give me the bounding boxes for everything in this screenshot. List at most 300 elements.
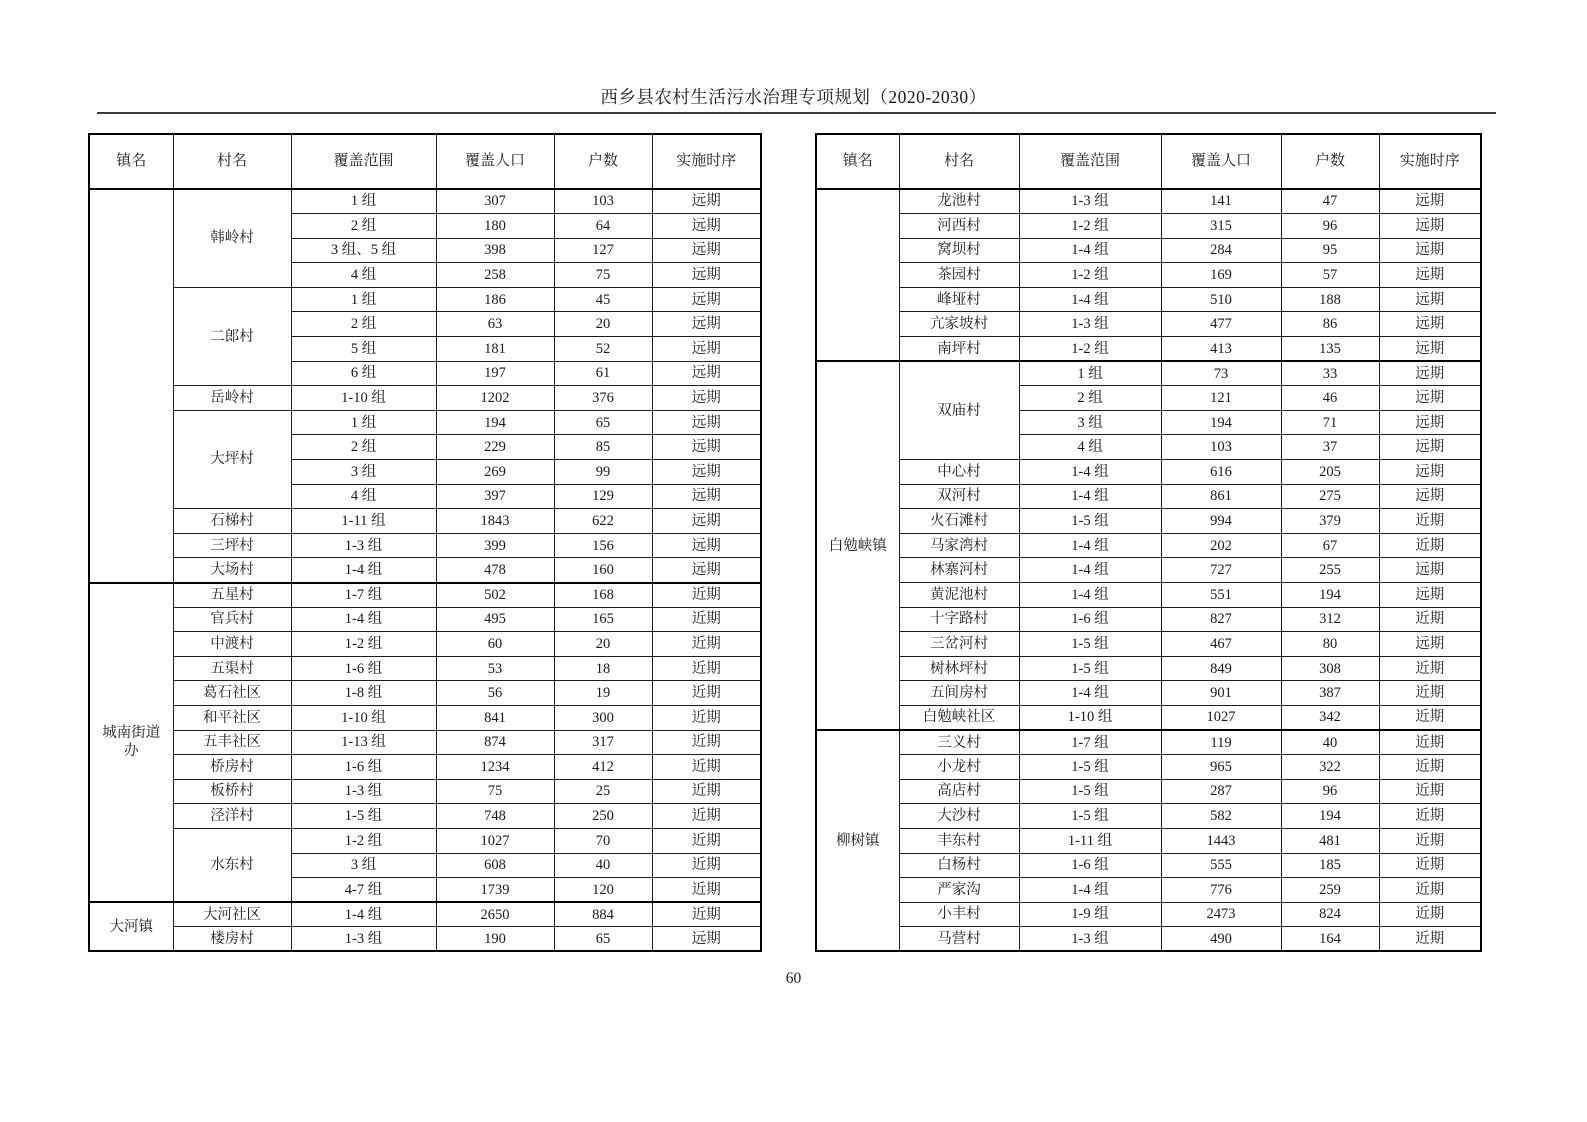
timing-cell: 远期 [652,189,761,214]
village-cell: 马家湾村 [899,533,1019,558]
timing-cell: 近期 [1379,902,1481,927]
coverage-cell: 1 组 [291,189,436,214]
population-cell: 849 [1161,656,1281,681]
village-cell: 石梯村 [173,509,291,534]
village-cell: 窝坝村 [899,238,1019,263]
table-row [89,681,761,706]
households-cell: 20 [554,312,652,337]
population-cell: 582 [1161,804,1281,829]
town-cell [816,189,899,361]
coverage-cell: 1-3 组 [1019,189,1161,214]
timing-cell: 近期 [1379,853,1481,878]
population-cell: 2473 [1161,902,1281,927]
timing-cell: 远期 [652,558,761,583]
population-cell: 776 [1161,878,1281,903]
timing-cell: 远期 [652,214,761,239]
timing-cell: 远期 [1379,263,1481,288]
village-cell: 韩岭村 [173,189,291,287]
table-row [816,214,1481,239]
table-row [89,927,761,952]
table-row [89,730,761,755]
population-cell: 748 [436,804,554,829]
table-row [816,607,1481,632]
population-cell: 861 [1161,484,1281,509]
coverage-cell: 1-9 组 [1019,902,1161,927]
households-cell: 188 [1281,287,1379,312]
population-cell: 269 [436,460,554,485]
column-header: 覆盖人口 [436,134,554,189]
population-cell: 490 [1161,927,1281,952]
timing-cell: 远期 [1379,337,1481,362]
village-cell: 大沙村 [899,804,1019,829]
population-cell: 229 [436,435,554,460]
table-row [89,287,761,312]
population-cell: 60 [436,632,554,657]
page-number: 60 [785,970,802,987]
households-cell: 185 [1281,853,1379,878]
households-cell: 129 [554,484,652,509]
households-cell: 25 [554,779,652,804]
table-row [89,189,761,214]
coverage-cell: 1-5 组 [1019,779,1161,804]
population-cell: 1843 [436,509,554,534]
timing-cell: 远期 [1379,632,1481,657]
village-cell: 丰东村 [899,828,1019,853]
village-cell: 中渡村 [173,632,291,657]
timing-cell: 远期 [1379,189,1481,214]
population-cell: 478 [436,558,554,583]
village-cell: 五间房村 [899,681,1019,706]
households-cell: 164 [1281,927,1379,952]
population-cell: 1234 [436,755,554,780]
coverage-cell: 1-10 组 [291,705,436,730]
coverage-cell: 1-4 组 [291,902,436,927]
timing-cell: 远期 [1379,484,1481,509]
table-row [816,730,1481,755]
header-divider [97,112,1496,114]
households-cell: 165 [554,607,652,632]
households-cell: 85 [554,435,652,460]
coverage-cell: 1-3 组 [1019,927,1161,952]
timing-cell: 远期 [1379,287,1481,312]
timing-cell: 远期 [652,337,761,362]
village-cell: 桥房村 [173,755,291,780]
households-cell: 65 [554,410,652,435]
coverage-cell: 1-5 组 [1019,755,1161,780]
timing-cell: 近期 [1379,681,1481,706]
coverage-cell: 1-10 组 [1019,705,1161,730]
households-cell: 194 [1281,804,1379,829]
town-cell: 大河镇 [89,902,173,951]
timing-cell: 远期 [652,435,761,460]
village-cell: 龙池村 [899,189,1019,214]
population-cell: 901 [1161,681,1281,706]
table-row [89,558,761,583]
population-cell: 287 [1161,779,1281,804]
timing-cell: 远期 [652,263,761,288]
village-cell: 高店村 [899,779,1019,804]
households-cell: 156 [554,533,652,558]
population-cell: 874 [436,730,554,755]
coverage-cell: 1-4 组 [1019,484,1161,509]
town-cell: 城南街道办 [89,583,173,903]
village-cell: 大河社区 [173,902,291,927]
table-row [89,705,761,730]
timing-cell: 近期 [1379,607,1481,632]
population-cell: 467 [1161,632,1281,657]
page-title: 西乡县农村生活污水治理专项规划（2020-2030） [600,87,987,107]
households-cell: 86 [1281,312,1379,337]
households-cell: 387 [1281,681,1379,706]
timing-cell: 近期 [1379,705,1481,730]
table-row [89,583,761,608]
village-cell: 水东村 [173,828,291,902]
timing-cell: 远期 [1379,386,1481,411]
coverage-cell: 1-11 组 [1019,828,1161,853]
population-cell: 495 [436,607,554,632]
coverage-cell: 1-2 组 [1019,263,1161,288]
timing-cell: 近期 [652,607,761,632]
households-cell: 70 [554,828,652,853]
households-cell: 160 [554,558,652,583]
population-cell: 119 [1161,730,1281,755]
village-cell: 亢家坡村 [899,312,1019,337]
village-cell: 白勉峡社区 [899,705,1019,730]
coverage-cell: 1-2 组 [291,828,436,853]
timing-cell: 远期 [652,927,761,952]
timing-cell: 近期 [1379,755,1481,780]
households-cell: 379 [1281,509,1379,534]
table-row [816,189,1481,214]
village-cell: 三坪村 [173,533,291,558]
village-cell: 南坪村 [899,337,1019,362]
population-cell: 608 [436,853,554,878]
table-row [816,287,1481,312]
coverage-cell: 2 组 [1019,386,1161,411]
households-cell: 255 [1281,558,1379,583]
village-cell: 双庙村 [899,361,1019,459]
population-cell: 1739 [436,878,554,903]
households-cell: 18 [554,656,652,681]
coverage-cell: 1-2 组 [1019,337,1161,362]
timing-cell: 近期 [652,730,761,755]
population-cell: 2650 [436,902,554,927]
table-row [816,558,1481,583]
population-cell: 555 [1161,853,1281,878]
coverage-cell: 3 组 [291,460,436,485]
village-cell: 河西村 [899,214,1019,239]
column-header: 镇名 [89,134,173,189]
village-cell: 树林坪村 [899,656,1019,681]
population-cell: 194 [1161,410,1281,435]
coverage-cell: 1-3 组 [291,779,436,804]
coverage-cell: 1-2 组 [291,632,436,657]
coverage-cell: 1 组 [291,287,436,312]
timing-cell: 远期 [1379,435,1481,460]
timing-cell: 近期 [1379,828,1481,853]
village-cell: 楼房村 [173,927,291,952]
village-cell: 岳岭村 [173,386,291,411]
timing-cell: 近期 [652,755,761,780]
population-cell: 186 [436,287,554,312]
households-cell: 120 [554,878,652,903]
population-cell: 398 [436,238,554,263]
table-row [89,509,761,534]
coverage-cell: 1-4 组 [1019,583,1161,608]
population-cell: 1202 [436,386,554,411]
households-cell: 80 [1281,632,1379,657]
table-row [816,238,1481,263]
timing-cell: 近期 [652,804,761,829]
coverage-cell: 3 组 [1019,410,1161,435]
coverage-cell: 4-7 组 [291,878,436,903]
timing-cell: 近期 [652,902,761,927]
village-cell: 和平社区 [173,705,291,730]
table-row [89,779,761,804]
village-cell: 茶园村 [899,263,1019,288]
households-cell: 47 [1281,189,1379,214]
population-cell: 190 [436,927,554,952]
village-cell: 泾洋村 [173,804,291,829]
population-cell: 510 [1161,287,1281,312]
households-cell: 40 [1281,730,1379,755]
village-cell: 马营村 [899,927,1019,952]
population-cell: 169 [1161,263,1281,288]
coverage-cell: 1-3 组 [291,927,436,952]
population-cell: 103 [1161,435,1281,460]
table-row [816,656,1481,681]
column-header: 实施时序 [652,134,761,189]
table-row [816,902,1481,927]
population-cell: 63 [436,312,554,337]
village-cell: 严家沟 [899,878,1019,903]
timing-cell: 远期 [1379,361,1481,386]
timing-cell: 近期 [1379,804,1481,829]
coverage-cell: 4 组 [1019,435,1161,460]
population-cell: 202 [1161,533,1281,558]
households-cell: 71 [1281,410,1379,435]
households-cell: 824 [1281,902,1379,927]
column-header: 镇名 [816,134,899,189]
households-cell: 308 [1281,656,1379,681]
coverage-cell: 1-6 组 [291,656,436,681]
population-cell: 75 [436,779,554,804]
village-cell: 小龙村 [899,755,1019,780]
timing-cell: 近期 [1379,533,1481,558]
table-row [816,460,1481,485]
table-row [816,361,1481,386]
households-cell: 622 [554,509,652,534]
population-cell: 551 [1161,583,1281,608]
population-cell: 307 [436,189,554,214]
households-cell: 40 [554,853,652,878]
timing-cell: 近期 [652,828,761,853]
households-cell: 322 [1281,755,1379,780]
population-cell: 53 [436,656,554,681]
village-cell: 双河村 [899,484,1019,509]
village-cell: 板桥村 [173,779,291,804]
coverage-cell: 1-5 组 [1019,656,1161,681]
coverage-cell: 1 组 [1019,361,1161,386]
population-cell: 841 [436,705,554,730]
timing-cell: 近期 [652,878,761,903]
timing-cell: 远期 [1379,558,1481,583]
households-cell: 37 [1281,435,1379,460]
coverage-cell: 1-4 组 [1019,460,1161,485]
households-cell: 194 [1281,583,1379,608]
households-cell: 46 [1281,386,1379,411]
coverage-cell: 3 组 [291,853,436,878]
households-cell: 312 [1281,607,1379,632]
coverage-cell: 1-10 组 [291,386,436,411]
coverage-cell: 2 组 [291,312,436,337]
coverage-cell: 3 组、5 组 [291,238,436,263]
population-cell: 1443 [1161,828,1281,853]
households-cell: 67 [1281,533,1379,558]
coverage-cell: 1-2 组 [1019,214,1161,239]
timing-cell: 远期 [1379,460,1481,485]
timing-cell: 远期 [652,238,761,263]
timing-cell: 近期 [1379,730,1481,755]
header-row [89,134,761,189]
timing-cell: 远期 [652,533,761,558]
table-row [816,263,1481,288]
village-cell: 大坪村 [173,410,291,508]
timing-cell: 远期 [1379,238,1481,263]
households-cell: 127 [554,238,652,263]
table-row [816,484,1481,509]
households-cell: 300 [554,705,652,730]
header-row [816,134,1481,189]
households-cell: 342 [1281,705,1379,730]
households-cell: 376 [554,386,652,411]
coverage-cell: 1-5 组 [291,804,436,829]
table-row [816,681,1481,706]
village-cell: 五渠村 [173,656,291,681]
table-row [89,755,761,780]
coverage-cell: 1-7 组 [1019,730,1161,755]
households-cell: 168 [554,583,652,608]
timing-cell: 近期 [652,779,761,804]
population-cell: 397 [436,484,554,509]
population-cell: 315 [1161,214,1281,239]
village-cell: 葛石社区 [173,681,291,706]
coverage-cell: 1-4 组 [1019,533,1161,558]
coverage-cell: 2 组 [291,435,436,460]
town-cell: 柳树镇 [816,730,899,951]
table-row [89,632,761,657]
timing-cell: 近期 [1379,779,1481,804]
households-cell: 250 [554,804,652,829]
table-row [816,632,1481,657]
population-cell: 194 [436,410,554,435]
table-row [816,705,1481,730]
village-cell: 林寨河村 [899,558,1019,583]
households-cell: 20 [554,632,652,657]
population-cell: 141 [1161,189,1281,214]
column-header: 户数 [1281,134,1379,189]
households-cell: 52 [554,337,652,362]
households-cell: 64 [554,214,652,239]
coverage-cell: 6 组 [291,361,436,386]
households-cell: 99 [554,460,652,485]
table-row [89,386,761,411]
timing-cell: 近期 [652,705,761,730]
timing-cell: 远期 [652,460,761,485]
households-cell: 75 [554,263,652,288]
table-row [89,533,761,558]
column-header: 覆盖范围 [1019,134,1161,189]
population-cell: 994 [1161,509,1281,534]
timing-cell: 远期 [652,386,761,411]
column-header: 户数 [554,134,652,189]
village-cell: 五丰社区 [173,730,291,755]
table-row [816,828,1481,853]
timing-cell: 远期 [1379,583,1481,608]
timing-cell: 远期 [652,361,761,386]
village-cell: 十字路村 [899,607,1019,632]
households-cell: 33 [1281,361,1379,386]
timing-cell: 远期 [652,484,761,509]
population-cell: 1027 [1161,705,1281,730]
households-cell: 45 [554,287,652,312]
coverage-cell: 1-5 组 [1019,509,1161,534]
households-cell: 259 [1281,878,1379,903]
population-cell: 827 [1161,607,1281,632]
population-cell: 181 [436,337,554,362]
timing-cell: 近期 [652,681,761,706]
coverage-cell: 4 组 [291,484,436,509]
column-header: 村名 [173,134,291,189]
table-row [816,509,1481,534]
households-cell: 95 [1281,238,1379,263]
village-cell: 峰垭村 [899,287,1019,312]
households-cell: 19 [554,681,652,706]
timing-cell: 远期 [652,410,761,435]
timing-cell: 近期 [652,656,761,681]
table-row [816,583,1481,608]
coverage-cell: 1-13 组 [291,730,436,755]
coverage-cell: 1-5 组 [1019,804,1161,829]
coverage-cell: 1-11 组 [291,509,436,534]
table-row [89,410,761,435]
households-cell: 61 [554,361,652,386]
column-header: 覆盖范围 [291,134,436,189]
village-cell: 黄泥池村 [899,583,1019,608]
timing-cell: 远期 [652,312,761,337]
table-row [816,312,1481,337]
households-cell: 96 [1281,214,1379,239]
households-cell: 481 [1281,828,1379,853]
coverage-cell: 1-3 组 [291,533,436,558]
coverage-cell: 1-6 组 [1019,607,1161,632]
households-cell: 135 [1281,337,1379,362]
table-row [89,656,761,681]
table-row [89,804,761,829]
coverage-cell: 1-4 组 [1019,558,1161,583]
households-cell: 275 [1281,484,1379,509]
timing-cell: 远期 [652,287,761,312]
timing-cell: 远期 [652,509,761,534]
population-cell: 502 [436,583,554,608]
village-cell: 白杨村 [899,853,1019,878]
population-cell: 258 [436,263,554,288]
timing-cell: 近期 [1379,656,1481,681]
coverage-cell: 1-6 组 [291,755,436,780]
households-cell: 65 [554,927,652,952]
village-cell: 官兵村 [173,607,291,632]
village-cell: 三义村 [899,730,1019,755]
